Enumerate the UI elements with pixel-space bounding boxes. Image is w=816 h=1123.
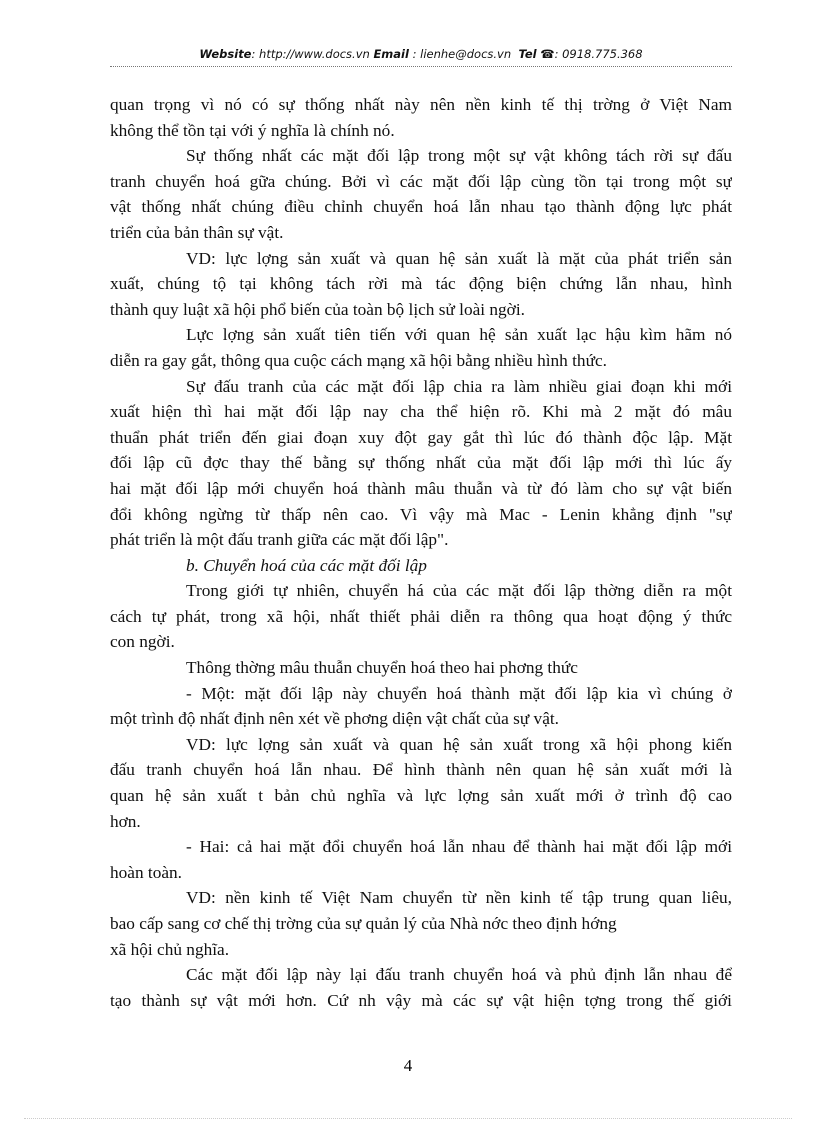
text-line: Lực lợng sản xuất tiên tiến với quan hệ sản xuất lạc hậu kìm hãm nó (186, 325, 732, 345)
text-line: VD: lực lợng sản xuất và quan hệ sản xuất là mặt của phát triển sản (186, 248, 732, 268)
text-line: Sự đấu tranh của các mặt đối lập chia ra làm nhiều giai đoạn khi mới (186, 376, 732, 396)
document-body (110, 92, 732, 1013)
text-line: phát triển là một đấu tranh giữa các mặt đối lập". (110, 530, 449, 550)
tel-label: Tel (518, 47, 537, 61)
text-line: Thông thờng mâu thuẫn chuyển hoá theo hai phơng thức (186, 658, 578, 678)
text-line: bao cấp sang cơ chế thị trờng của sự quản lý của Nhà nớc theo định hớng (110, 914, 617, 933)
page-bottom-border (24, 1118, 792, 1119)
text-line: con ngời. (110, 632, 175, 652)
tel-value: : 0918.775.368 (554, 47, 643, 61)
text-line: xuất hiện thì hai mặt đối lập nay cha thể hiện rõ. Khi mà 2 mặt đó mâu (110, 402, 732, 422)
text-line: thuẩn phát triển đến giai đoạn xuy đột gay gắt thì lúc đó thành độc lập. Mặt (110, 427, 732, 447)
text-line: diễn ra gay gắt, thông qua cuộc cách mạng xã hội bằng nhiều hình thức. (110, 350, 607, 370)
email-value: : lienhe@docs.vn (412, 47, 512, 61)
text-line: vật thống nhất chúng điều chỉnh chuyển hoá lẫn nhau tạo thành động lực phát (110, 197, 732, 217)
text-line: Sự thống nhất các mặt đối lập trong một sự vật không tách rời sự đấu (186, 146, 732, 166)
text-line: - Hai: cả hai mặt đổi chuyển hoá lẫn nhau để thành hai mặt đối lập mới (186, 837, 732, 857)
text-line: thành quy luật xã hội phổ biến của toàn bộ lịch sử loài ngời. (110, 299, 525, 319)
page-number: 4 (403, 1056, 413, 1075)
text-line: xuất, chúng tộ tại không tách rời mà tác động biện chứng lẫn nhau, hình (110, 274, 732, 294)
text-line: VD: lực lợng sản xuất và quan hệ sản xuất trong xã hội phong kiến (186, 734, 732, 754)
website-label: Website (199, 47, 252, 61)
header-divider (110, 66, 732, 67)
website-value: : http://www.docs.vn (251, 47, 370, 61)
text-line: đối lập cũ đợc thay thế bằng sự thống nhất của mặt đối lập mới thì lúc ấy (110, 453, 732, 473)
phone-icon: ☎ (540, 47, 555, 61)
text-line: quan hệ sản xuất t bản chủ nghĩa và lực lợng sản xuất mới ở trình độ cao (110, 786, 732, 806)
text-line: VD: nền kinh tế Việt Nam chuyển từ nền kinh tế tập trung quan liêu, (186, 888, 732, 908)
text-line: tạo thành sự vật mới hơn. Cứ nh vậy mà các sự vật hiện tợng trong thế giới (110, 990, 732, 1010)
text-line: Các mặt đối lập này lại đấu tranh chuyển hoá và phủ định lẫn nhau để (186, 965, 732, 985)
text-line: xã hội chủ nghĩa. (110, 939, 230, 959)
text-line: một trình độ nhất định nên xét về phơng diện vật chất của sự vật. (110, 709, 559, 729)
email-label: Email (373, 47, 409, 61)
text-line: - Một: mặt đối lập này chuyển hoá thành mặt đối lập kia vì chúng ở (186, 683, 732, 703)
text-line: cách tự phát, trong xã hội, nhất thiết phải diễn ra thông qua hoạt động ý thức (110, 606, 732, 626)
page-header (110, 47, 732, 61)
text-line: đấu tranh chuyển hoá lẫn nhau. Để hình thành nên quan hệ sản xuất mới là (110, 760, 732, 780)
text-line: hai mặt đối lập mới chuyển hoá thành mâu thuẫn và từ đó làm cho sự vật biến (110, 478, 732, 498)
text-line: đổi không ngừng từ thấp nên cao. Vì vậy mà Mac - Lenin khẳng định "sự (110, 504, 732, 524)
text-line: hoàn toàn. (110, 862, 182, 882)
text-line: không thể tồn tại với ý nghĩa là chính nó. (110, 120, 395, 140)
text-line: Trong giới tự nhiên, chuyển há của các mặt đối lập thờng diễn ra một (186, 581, 732, 601)
text-line: quan trọng vì nó có sự thống nhất này nên nền kinh tế thị trờng ở Việt Nam (110, 95, 732, 114)
text-line: tranh chuyển hoá gữa chúng. Bởi vì các mặt đối lập cùng tồn tại trong một sự (110, 171, 732, 191)
section-heading: b. Chuyển hoá của các mặt đối lập (186, 555, 427, 575)
text-line: hơn. (110, 811, 141, 831)
text-line: triển của bản thân sự vật. (110, 222, 284, 242)
